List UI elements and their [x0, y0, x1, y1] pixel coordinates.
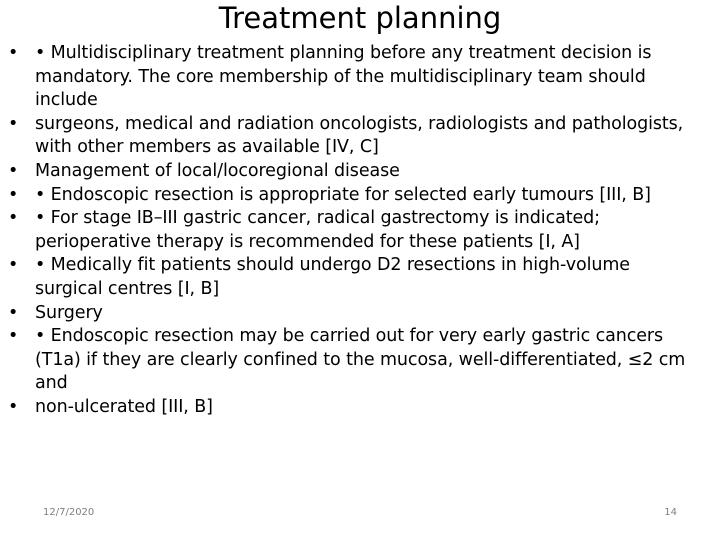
bullet-item-6: [8, 254, 698, 301]
bullet-item-3: [8, 160, 698, 184]
bullet-marker: •: [8, 326, 19, 347]
bullet-text: • Endoscopic resection is appropriate for selected early tumours [III, B]: [35, 184, 651, 205]
bullet-marker: •: [8, 302, 19, 323]
bullet-list: [8, 42, 698, 420]
page-number: 14: [664, 507, 677, 518]
bullet-marker: •: [8, 160, 19, 181]
bullet-item-7: [8, 302, 698, 326]
bullet-text: • Medically fit patients should undergo D2 resections in high-volume surgical centres [I, B]: [35, 255, 630, 299]
slide-title: Treatment planning: [218, 1, 502, 35]
bullet-marker: •: [8, 396, 19, 417]
bullet-marker: •: [8, 255, 19, 276]
bullet-item-5: [8, 207, 698, 254]
bullet-marker: •: [8, 208, 19, 229]
bullet-marker: •: [8, 43, 19, 63]
footer-date: 12/7/2020: [43, 507, 95, 518]
bullet-text: • Multidisciplinary treatment planning before any treatment decision is mandatory. The core membership of the multidisciplinary team should include: [35, 43, 652, 111]
bullet-item-1: [8, 42, 698, 113]
bullet-text: surgeons, medical and radiation oncologists, radiologists and pathologists, with other members as available [IV, C]: [35, 113, 684, 158]
bullet-item-4: [8, 184, 698, 208]
bullet-item-8: [8, 325, 698, 396]
bullet-marker: •: [8, 184, 19, 205]
bullet-text: • For stage IB–III gastric cancer, radical gastrectomy is indicated; perioperative therapy is recommended for these patients [I, A]: [35, 208, 600, 252]
bullet-marker: •: [8, 113, 19, 134]
bullet-text: • Endoscopic resection may be carried out for very early gastric cancers (T1a) if they are clearly confined to the mucosa, well-differentiated, ≤2 cm and: [35, 326, 686, 394]
bullet-text: Surgery: [35, 302, 103, 323]
bullet-item-9: [8, 396, 698, 420]
bullet-text: Management of local/locoregional disease: [35, 160, 400, 181]
bullet-item-2: [8, 113, 698, 160]
bullet-text: non-ulcerated [III, B]: [35, 396, 213, 417]
